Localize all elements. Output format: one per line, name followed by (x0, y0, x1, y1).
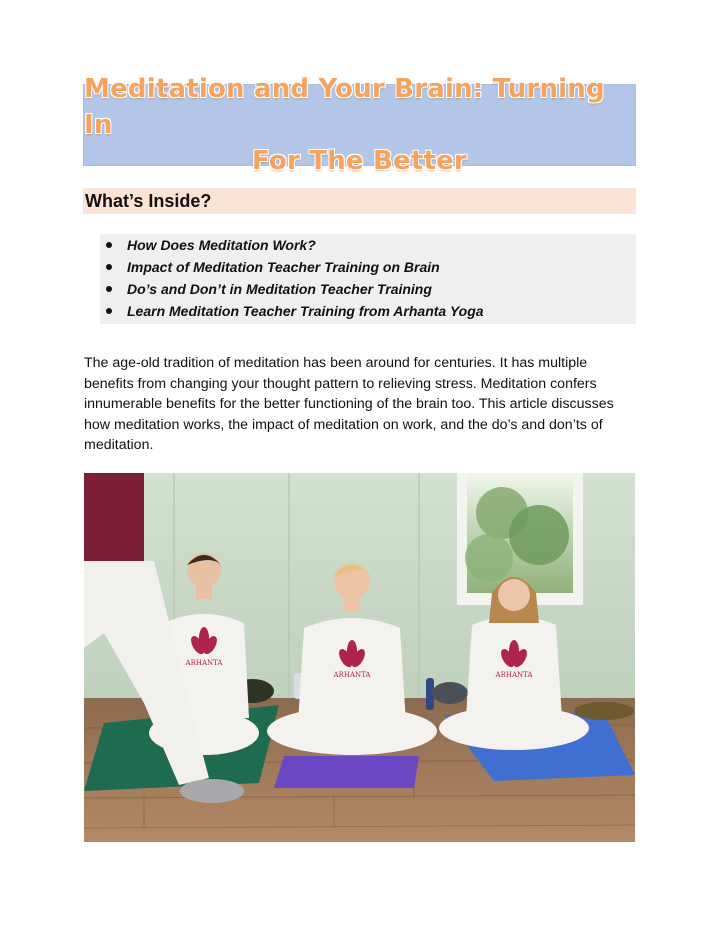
shirt-logo-text: ARHANTA (333, 671, 371, 679)
purple-mat (274, 756, 419, 788)
meditation-class-illustration (84, 473, 635, 842)
title-line-2: For The Better (252, 146, 467, 176)
document-title-banner (83, 74, 636, 176)
title-line-1: Meditation and Your Brain: Turning In (84, 74, 605, 140)
toc-list (100, 234, 636, 322)
bullet-icon (106, 286, 112, 292)
toc-item-label: Do’s and Don’t in Meditation Teacher Training (127, 281, 432, 297)
table-of-contents (100, 234, 636, 324)
whats-inside-banner (83, 188, 636, 214)
shirt-logo-text: ARHANTA (185, 659, 223, 667)
bullet-icon (106, 242, 112, 248)
bullet-icon (106, 264, 112, 270)
shirt-logo-text: ARHANTA (495, 671, 533, 679)
toc-item[interactable] (100, 256, 636, 278)
toc-item[interactable] (100, 234, 636, 256)
whats-inside-heading: What’s Inside? (85, 191, 212, 211)
toc-item-label: Learn Meditation Teacher Training from Arhanta Yoga (127, 303, 484, 319)
toc-item-label: Impact of Meditation Teacher Training on Brain (127, 259, 440, 275)
toc-item[interactable] (100, 300, 636, 322)
toc-item-label: How Does Meditation Work? (127, 237, 316, 253)
bullet-icon (106, 308, 112, 314)
toc-item[interactable] (100, 278, 636, 300)
intro-paragraph: The age-old tradition of meditation has been around for centuries. It has multiple benefits from changing your thought pattern to relieving stress. Meditation confers innumerable benefits for the better functioning of the brain too. This article discusses how meditation works, the impact of meditation on work, and the do’s and don’ts of meditation. (84, 355, 614, 453)
meditation-class-photo (84, 473, 635, 842)
